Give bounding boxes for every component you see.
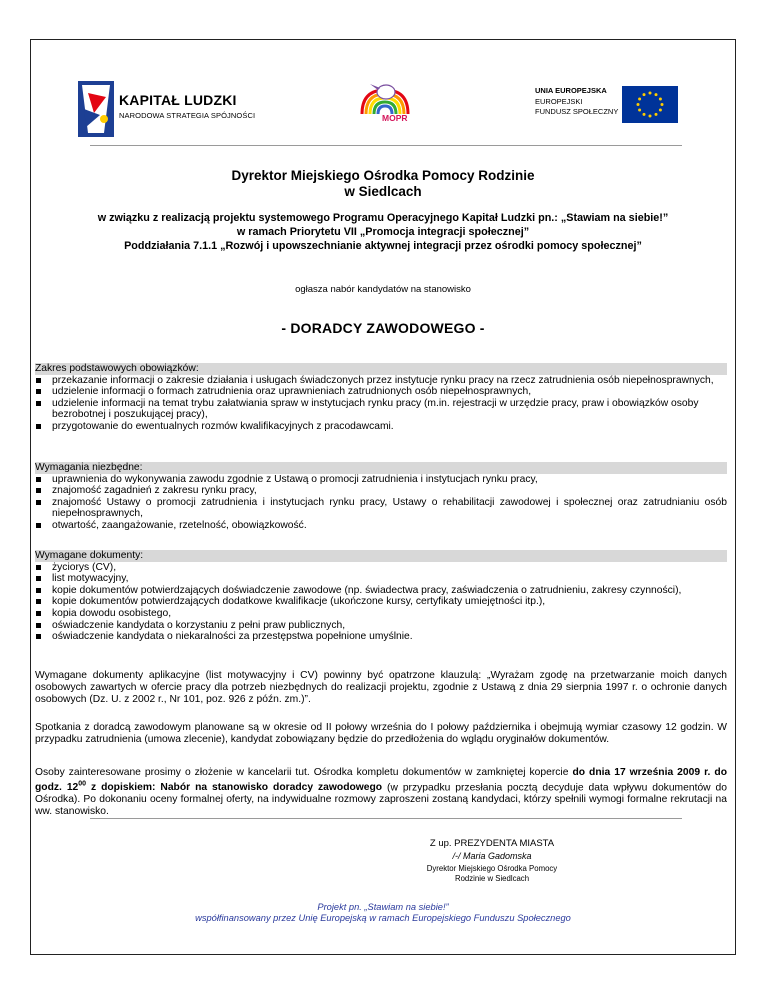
documents-list [35,562,727,643]
eu-line-3: FUNDUSZ SPOŁECZNY [535,107,619,116]
project-line-3: Poddziałania 7.1.1 „Rozwój i upowszechnianie aktywnej integracji przez ośrodki pomocy społecznej” [124,240,642,252]
signature-authority: Z up. PREZYDENTA MIASTA [429,838,555,849]
application-paragraph: Osoby zainteresowane prosimy o złożenie w kancelarii tut. Ośrodka kompletu dokumentów w zamkniętej kopercie do dnia 17 września 2009 r. do godz. $12^{00}$ z dopiskiem: Nabór na stanowisko doradcy zawodowego (w przypadku przesłania pocztą decyduje data wpływu dokumentów do Ośrodka). Po dokonaniu oceny formalnej oferty, na indywidualne rozmowy zaproszeni zostaną kandydaci, którzy spełnili wymogi formalne rekrutacji na ww. stanowisko. [35,767,728,818]
bullet-icon [36,500,41,505]
duties-section [35,363,727,433]
consent-clause-paragraph: Wymagane dokumenty aplikacyjne (list motywacyjny i CV) powinny być opatrzone klauzulą: „Wyrażam zgodę na przetwarzanie moich danych osobowych zawartych w ofercie pracy dla potrzeb niezbędnych do realizacji projektu, zgodnie z Ustawą z dnia 29 sierpnia 1997 r. o ochronie danych osobowych (Dz. U. z 2002 r., Nr 101, poz. 926 z późn. zm.)”. [35,670,727,705]
duties-heading: Zakres podstawowych obowiązków: [35,363,727,375]
position-title: - DORADCY ZAWODOWEGO - [281,320,485,336]
bullet-icon [36,477,41,482]
project-description [30,211,736,253]
eu-flag-icon [622,86,678,123]
footer-project-name: Projekt pn. „Stawiam na siebie!” [317,902,449,912]
footer-cofinancing: współfinansowany przez Unię Europejską w ramach Europejskiego Funduszu Społecznego [195,913,571,923]
meetings-paragraph: Spotkania z doradcą zawodowym planowane są w okresie od II połowy września do I połowy października i obejmują wymiar czasowy 12 godzin. W przypadku zatrudnienia (umowa zlecenie), kandydat zobowiązany będzie do przedłożenia do wglądu oryginałów dokumentów. [35,722,727,745]
list-item: znajomość Ustawy o promocji zatrudnienia i instytucjach rynku pracy, Ustawy o rehabilitacji zawodowej i społecznej oraz zatrudnianiu osób niepełnosprawnych, [35,497,727,520]
bullet-icon [36,565,41,570]
requirements-list [35,474,727,532]
bullet-icon [36,576,41,581]
list-item: kopie dokumentów potwierdzających doświadczenie zawodowe (np. świadectwa pracy, zaświadczenia o zatrudnieniu, zakresy czynności), [35,585,727,597]
bullet-icon [36,389,41,394]
list-item: udzielenie informacji na temat trybu załatwiania spraw w instytucjach rynku pracy (m.in. rejestracji w urzędzie pracy, praw i obowiązków osoby bezrobotnej i poszukującej pracy), [35,398,727,421]
list-item: oświadczenie kandydata o korzystaniu z pełni praw publicznych, [35,620,727,632]
list-item: życiorys (CV), [35,562,727,574]
eu-line-2: EUROPEJSKI [535,97,583,106]
bullet-icon [36,588,41,593]
project-line-1: w związku z realizacją projektu systemowego Programu Operacyjnego Kapitał Ludzki pn.: „Stawiam na siebie!” [97,212,669,224]
bullet-icon [36,611,41,616]
mopr-label: MOPR [382,113,408,123]
list-item: kopie dokumentów potwierdzających dodatkowe kwalifikacje (ukończone kursy, certyfikaty umiejętności itp.), [35,596,727,608]
list-item: przygotowanie do ewentualnych rozmów kwalifikacyjnych z pracodawcami. [35,421,727,433]
signature-name: /-/ Maria Gadomska [452,851,532,861]
bullet-icon [36,488,41,493]
requirements-section [35,462,727,532]
mopr-rainbow-icon [356,80,414,116]
project-line-2: w ramach Priorytetu VII „Promocja integracji społecznej” [236,226,530,238]
bullet-icon [36,634,41,639]
list-item: oświadczenie kandydata o niekaralności za przestępstwa popełnione umyślnie. [35,631,727,643]
list-item: znajomość zagadnień z zakresu rynku pracy, [35,485,727,497]
organization-title [30,168,736,200]
deadline-text: do dnia 17 września 2009 r. do godz. $12^{00}$ z dopiskiem: Nabór na stanowisko doradcy zawodowego [35,767,727,794]
requirements-heading: Wymagania niezbędne: [35,462,727,474]
bullet-icon [36,623,41,628]
kapital-ludzki-emblem-icon [74,79,118,139]
mopr-logo [356,80,414,124]
bullet-icon [36,599,41,604]
list-item: otwartość, zaangażowanie, rzetelność, obowiązkowość. [35,520,727,532]
kapital-ludzki-title: KAPITAŁ LUDZKI [119,92,237,108]
announcement-text: ogłasza nabór kandydatów na stanowisko [295,284,471,295]
kapital-ludzki-subtitle: NARODOWA STRATEGIA SPÓJNOŚCI [119,111,256,120]
list-item: uprawnienia do wykonywania zawodu zgodnie z Ustawą o promocji zatrudnienia i instytucjach rynku pracy, [35,474,727,486]
title-line-2: w Siedlcach [344,184,422,199]
eu-line-1: UNIA EUROPEJSKA [535,86,607,95]
header-divider [90,145,682,146]
bullet-icon [36,401,41,406]
bullet-icon [36,378,41,383]
duties-list [35,375,727,433]
bullet-icon [36,523,41,528]
documents-section [35,550,727,643]
documents-heading: Wymagane dokumenty: [35,550,727,562]
kapital-ludzki-logo [74,79,264,139]
list-item: kopia dowodu osobistego, [35,608,727,620]
list-item: list motywacyjny, [35,573,727,585]
footer-divider [90,818,682,819]
list-item: przekazanie informacji o zakresie działania i usługach świadczonych przez instytucje rynku pracy na rzecz zatrudnienia osób niepełnosprawnych, [35,375,727,387]
title-line-1: Dyrektor Miejskiego Ośrodka Pomocy Rodzinie [231,168,535,183]
list-item: udzielenie informacji o formach zatrudnienia oraz uprawnieniach zatrudnionych osób niepełnosprawnych, [35,386,727,398]
signature-role: Dyrektor Miejskiego Ośrodka Pomocy Rodzinie w Siedlcach [426,864,558,883]
bullet-icon [36,424,41,429]
